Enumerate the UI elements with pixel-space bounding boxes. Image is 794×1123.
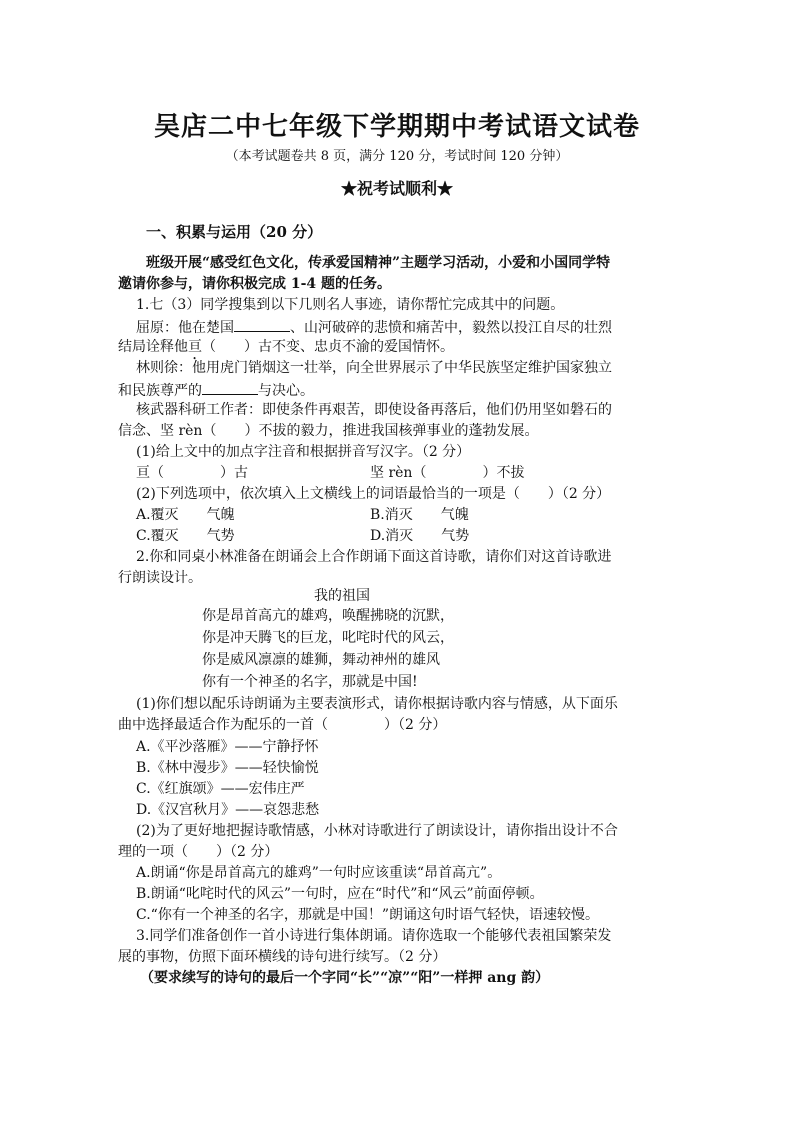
dotted-char-gen: 亘	[188, 339, 202, 355]
music-option-b[interactable]: B.《林中漫步》——轻快愉悦	[136, 760, 319, 776]
q1-nuke-line2: 信念、坚 rèn（ ）不拔的毅力，推进我国核弹事业的蓬勃发展。	[118, 423, 539, 439]
poem-line: 你是威风凛凛的雄狮，舞动神州的雄风	[202, 652, 440, 668]
q1-nuke-line1: 核武器科研工作者：即使条件再艰苦，即使设备再落后，他们仍用坚如磐石的	[136, 402, 612, 418]
poem-line: 你有一个神圣的名字，那就是中国!	[202, 674, 418, 690]
blessing-line: ★祝考试顺利★	[340, 179, 453, 198]
design-option-a[interactable]: A.朗诵“你是昂首高亢的雄鸡”一句时应该重读“昂首高亢”。	[136, 865, 502, 881]
q3-requirement: （要求续写的诗句的最后一个字同“长”“凉”“阳”一样押 ang 韵）	[140, 970, 550, 986]
design-option-c[interactable]: C.“你有一个神圣的名字，那就是中国！”朗诵这句时语气轻快，语速较慢。	[136, 907, 599, 923]
q1-stem: 1.七（3）同学搜集到以下几则名人事迹，请你帮忙完成其中的问题。	[136, 297, 565, 313]
q1-sub1-answer-b[interactable]: 坚 rèn（ ）不拔	[370, 465, 525, 481]
quyuan-text-c: 结局诠释他	[118, 339, 188, 355]
q1-option-b[interactable]: B.消灭 气魄	[370, 507, 469, 523]
poem-title: 我的祖国	[314, 588, 370, 604]
quyuan-text-a: 屈原：他在楚国	[136, 320, 234, 336]
section-intro-line1: 班级开展“感受红色文化，传承爱国精神”主题学习活动，小爱和小国同学特	[146, 255, 611, 271]
poem-line: 你是昂首高亢的雄鸡，唤醒拂晓的沉默，	[202, 608, 454, 624]
q1-quyuan-line1	[136, 316, 612, 338]
q1-sub2: (2)下列选项中，依次填入上文横线上的词语最恰当的一项是（ ）（2 分）	[136, 486, 611, 502]
lin-text-b: 与决心。	[258, 383, 314, 399]
q1-option-c[interactable]: C.覆灭 气势	[136, 528, 235, 544]
music-option-a[interactable]: A.《平沙落雁》——宁静抒怀	[136, 739, 319, 755]
q2-sub2-line2: 理的一项（ ）（2 分）	[118, 844, 279, 860]
poem-line: 你是冲天腾飞的巨龙，叱咤时代的风云，	[202, 630, 454, 646]
design-option-b[interactable]: B.朗诵“叱咤时代的风云”一句时，应在“时代”和“风云”前面停顿。	[136, 886, 544, 902]
q2-sub1-line1: (1)你们想以配乐诗朗诵为主要表演形式，请你根据诗歌内容与情感，从下面乐	[136, 696, 618, 712]
q1-sub1-answer-a[interactable]: 亘（ ）古	[136, 465, 248, 481]
q1-option-d[interactable]: D.消灭 气势	[370, 528, 470, 544]
section-heading: 一、积累与运用（20 分）	[146, 223, 323, 241]
q1-lin-line2	[118, 379, 314, 401]
q1-option-a[interactable]: A.覆灭 气魄	[136, 507, 235, 523]
section-intro-line2: 邀请你参与，请你积极完成 1-4 题的任务。	[118, 276, 392, 292]
q1-lin-line1: 林则徐：他用虎门销烟这一壮举，向全世界展示了中华民族坚定维护国家独立	[136, 360, 612, 376]
quyuan-text-d: （ ）古不变、忠贞不渝的爱国情怀。	[202, 339, 454, 355]
q2-sub1-line2: 曲中选择最适合作为配乐的一首（ ）（2 分）	[118, 717, 447, 733]
lin-text-a: 和民族尊严的	[118, 383, 202, 399]
exam-title: 吴店二中七年级下学期期中考试语文试卷	[153, 112, 640, 142]
q3-stem-line1: 3.同学们准备创作一首小诗进行集体朗诵。请你选取一个能够代表祖国繁荣发	[136, 928, 612, 944]
answer-blank-1[interactable]	[234, 316, 290, 332]
music-option-c[interactable]: C.《红旗颂》——宏伟庄严	[136, 781, 305, 797]
q2-sub2-line1: (2)为了更好地把握诗歌情感，小林对诗歌进行了朗读设计，请你指出设计不合	[136, 823, 618, 839]
answer-blank-2[interactable]	[202, 379, 258, 395]
q2-stem-line2: 行朗读设计。	[118, 570, 202, 586]
q1-sub1: (1)给上文中的加点字注音和根据拼音写汉字。（2 分）	[136, 444, 471, 460]
quyuan-text-b: 、山河破碎的悲愤和痛苦中，毅然以投江自尽的壮烈	[290, 320, 612, 336]
exam-subtitle: （本考试题卷共 8 页，满分 120 分，考试时间 120 分钟）	[225, 149, 569, 164]
q3-stem-line2: 展的事物，仿照下面环横线的诗句进行续写。（2 分）	[118, 949, 447, 965]
q2-stem-line1: 2.你和同桌小林准备在朗诵会上合作朗诵下面这首诗歌，请你们对这首诗歌进	[136, 549, 612, 565]
music-option-d[interactable]: D.《汉宫秋月》——哀怨悲愁	[136, 802, 320, 818]
